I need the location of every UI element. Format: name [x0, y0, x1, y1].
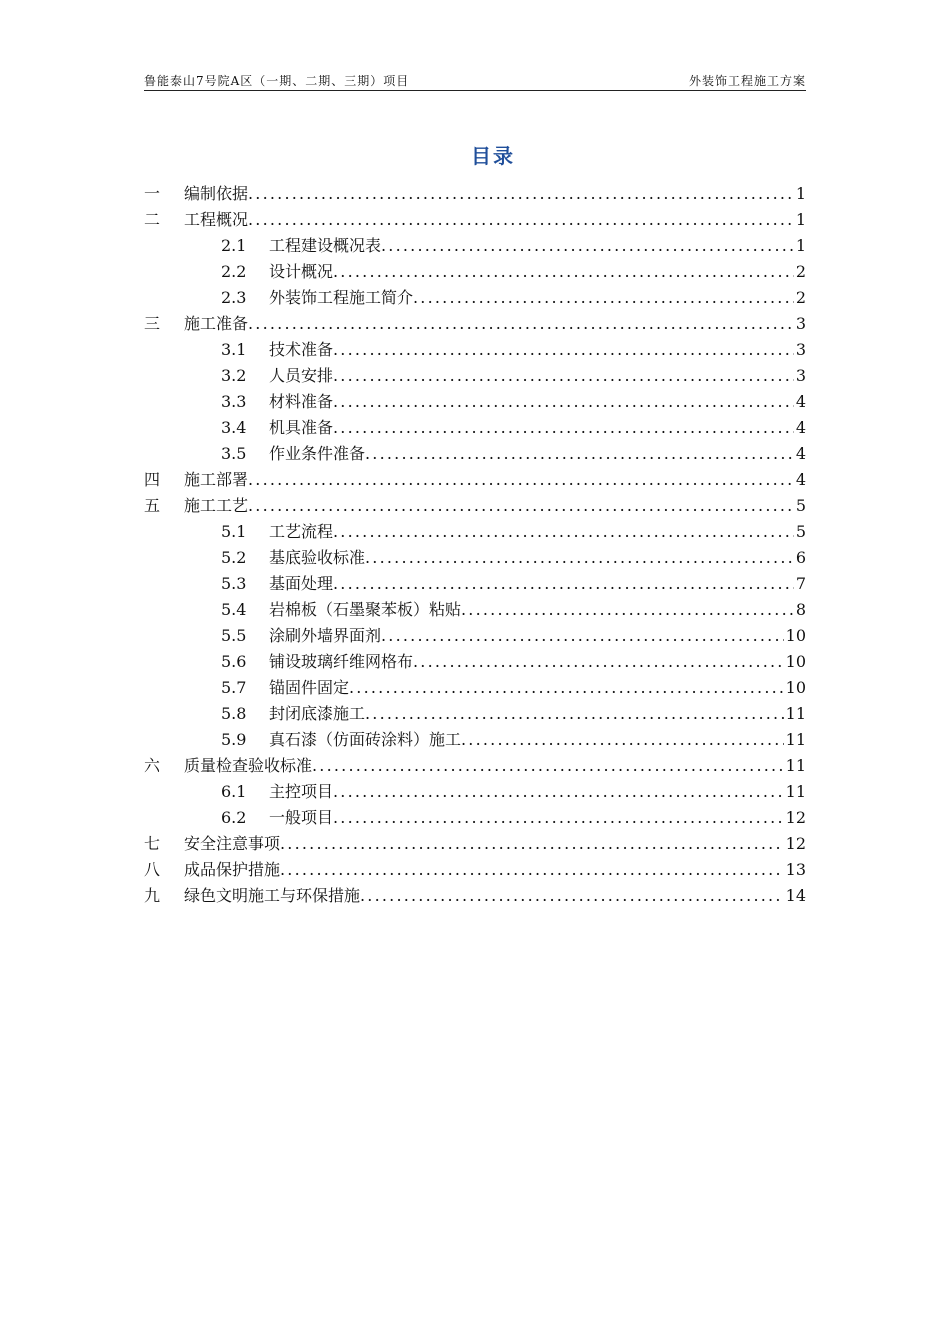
- toc-dot-leader: [381, 623, 784, 649]
- toc-entry-number: 5.2: [221, 548, 247, 567]
- toc-entry[interactable]: [144, 597, 806, 623]
- toc-entry[interactable]: [144, 831, 806, 857]
- toc-entry[interactable]: [144, 883, 806, 909]
- toc-entry-page-number: 8: [795, 600, 806, 619]
- toc-entry-number: 3.3: [221, 392, 247, 411]
- toc-entry-label: 作业条件准备: [269, 444, 366, 463]
- toc-entry-number: 2.1: [221, 236, 247, 255]
- toc-entry-label: 成品保护措施: [184, 860, 281, 879]
- toc-entry-page-number: 4: [795, 418, 806, 437]
- toc-entry[interactable]: [144, 207, 806, 233]
- toc-entry-number: 2.3: [221, 288, 247, 307]
- toc-dot-leader: [248, 181, 794, 207]
- toc-entry-label: 真石漆（仿面砖涂料）施工: [269, 730, 462, 749]
- toc-entry-number: 五: [144, 496, 161, 515]
- toc-dot-leader: [365, 545, 794, 571]
- toc-entry-number: 六: [144, 756, 161, 775]
- toc-entry-page-number: 5: [795, 496, 806, 515]
- toc-entry[interactable]: [144, 363, 806, 389]
- toc-entry[interactable]: [144, 233, 806, 259]
- toc-entry-number: 5.8: [221, 704, 247, 723]
- toc-entry-number: 3.2: [221, 366, 247, 385]
- toc-entry[interactable]: [144, 285, 806, 311]
- toc-entry-page-number: 13: [785, 860, 806, 879]
- toc-entry[interactable]: [144, 805, 806, 831]
- toc-dot-leader: [248, 467, 794, 493]
- toc-entry[interactable]: [144, 389, 806, 415]
- toc-entry-page-number: 2: [795, 288, 806, 307]
- toc-entry[interactable]: [144, 259, 806, 285]
- toc-entry-number: 5.5: [221, 626, 247, 645]
- toc-entry-label: 铺设玻璃纤维网格布: [269, 652, 414, 671]
- toc-entry-number: 6.2: [221, 808, 247, 827]
- toc-entry-page-number: 4: [795, 392, 806, 411]
- toc-entry-label: 施工准备: [184, 314, 249, 333]
- toc-dot-leader: [360, 883, 784, 909]
- toc-entry-label: 编制依据: [184, 184, 249, 203]
- toc-entry-page-number: 14: [785, 886, 806, 905]
- toc-dot-leader: [248, 207, 794, 233]
- toc-entry-number: 七: [144, 834, 161, 853]
- toc-entry[interactable]: [144, 753, 806, 779]
- toc-dot-leader: [461, 597, 794, 623]
- toc-entry-number: 2.2: [221, 262, 247, 281]
- toc-entry-number: 5.7: [221, 678, 247, 697]
- toc-entry-label: 工艺流程: [269, 522, 334, 541]
- toc-dot-leader: [365, 701, 784, 727]
- toc-entry-label: 设计概况: [269, 262, 334, 281]
- toc-entry[interactable]: [144, 649, 806, 675]
- toc-entry[interactable]: [144, 545, 806, 571]
- toc-entry-page-number: 10: [785, 626, 806, 645]
- toc-dot-leader: [333, 779, 784, 805]
- toc-entry-number: 5.3: [221, 574, 247, 593]
- toc-entry-page-number: 1: [795, 210, 806, 229]
- toc-entry-label: 绿色文明施工与环保措施: [184, 886, 361, 905]
- toc-entry-label: 涂刷外墙界面剂: [269, 626, 382, 645]
- table-of-contents: [144, 181, 806, 909]
- toc-entry[interactable]: [144, 701, 806, 727]
- toc-entry-page-number: 5: [795, 522, 806, 541]
- toc-entry-label: 锚固件固定: [269, 678, 350, 697]
- toc-dot-leader: [333, 259, 794, 285]
- toc-dot-leader: [333, 571, 794, 597]
- toc-dot-leader: [413, 285, 794, 311]
- toc-entry-label: 技术准备: [269, 340, 334, 359]
- toc-entry-label: 封闭底漆施工: [269, 704, 366, 723]
- toc-entry-number: 三: [144, 314, 161, 333]
- toc-dot-leader: [333, 363, 794, 389]
- toc-dot-leader: [333, 415, 794, 441]
- toc-entry-number: 八: [144, 860, 161, 879]
- toc-entry[interactable]: [144, 441, 806, 467]
- toc-entry-page-number: 10: [785, 652, 806, 671]
- toc-entry-page-number: 4: [795, 470, 806, 489]
- toc-entry-page-number: 12: [785, 808, 806, 827]
- toc-entry[interactable]: [144, 675, 806, 701]
- toc-entry[interactable]: [144, 311, 806, 337]
- toc-dot-leader: [312, 753, 784, 779]
- toc-entry[interactable]: [144, 467, 806, 493]
- toc-entry-number: 九: [144, 886, 161, 905]
- toc-dot-leader: [280, 857, 784, 883]
- toc-dot-leader: [349, 675, 784, 701]
- toc-entry-label: 安全注意事项: [184, 834, 281, 853]
- toc-entry-page-number: 11: [785, 756, 806, 775]
- page-header: [144, 70, 806, 91]
- toc-dot-leader: [280, 831, 784, 857]
- toc-entry-number: 5.9: [221, 730, 247, 749]
- toc-entry-number: 四: [144, 470, 161, 489]
- toc-entry-number: 3.5: [221, 444, 247, 463]
- toc-entry-page-number: 3: [795, 314, 806, 333]
- header-project-name: 鲁能泰山7号院A区（一期、二期、三期）项目: [144, 74, 410, 88]
- toc-entry-page-number: 3: [795, 340, 806, 359]
- toc-entry[interactable]: [144, 493, 806, 519]
- toc-dot-leader: [248, 493, 794, 519]
- toc-entry-number: 6.1: [221, 782, 247, 801]
- toc-entry-label: 基面处理: [269, 574, 334, 593]
- toc-entry-page-number: 11: [785, 704, 806, 723]
- toc-entry-number: 3.4: [221, 418, 247, 437]
- toc-entry-page-number: 6: [795, 548, 806, 567]
- toc-entry[interactable]: [144, 571, 806, 597]
- toc-entry[interactable]: [144, 857, 806, 883]
- toc-entry-number: 5.1: [221, 522, 247, 541]
- toc-entry-label: 一般项目: [269, 808, 334, 827]
- toc-entry-page-number: 1: [795, 236, 806, 255]
- toc-entry-label: 基底验收标准: [269, 548, 366, 567]
- toc-dot-leader: [381, 233, 794, 259]
- toc-entry-label: 施工工艺: [184, 496, 249, 515]
- toc-entry-number: 5.6: [221, 652, 247, 671]
- toc-entry-number: 5.4: [221, 600, 247, 619]
- toc-dot-leader: [413, 649, 784, 675]
- toc-entry-page-number: 1: [795, 184, 806, 203]
- page-title: 目录: [471, 144, 515, 168]
- toc-entry-page-number: 2: [795, 262, 806, 281]
- toc-entry[interactable]: [144, 727, 806, 753]
- toc-entry-label: 施工部署: [184, 470, 249, 489]
- toc-dot-leader: [333, 389, 794, 415]
- toc-entry-page-number: 3: [795, 366, 806, 385]
- toc-dot-leader: [365, 441, 794, 467]
- toc-entry-page-number: 7: [795, 574, 806, 593]
- toc-entry-label: 岩棉板（石墨聚苯板）粘贴: [269, 600, 462, 619]
- toc-entry-page-number: 10: [785, 678, 806, 697]
- toc-dot-leader: [333, 805, 784, 831]
- toc-entry-page-number: 11: [785, 730, 806, 749]
- toc-entry-label: 材料准备: [269, 392, 334, 411]
- header-document-name: 外装饰工程施工方案: [688, 74, 806, 88]
- toc-entry-number: 一: [144, 184, 161, 203]
- toc-entry[interactable]: [144, 779, 806, 805]
- toc-entry-page-number: 11: [785, 782, 806, 801]
- toc-entry-label: 外装饰工程施工简介: [269, 288, 414, 307]
- toc-entry[interactable]: [144, 519, 806, 545]
- toc-entry-page-number: 4: [795, 444, 806, 463]
- toc-dot-leader: [461, 727, 784, 753]
- toc-entry-page-number: 12: [785, 834, 806, 853]
- toc-entry-label: 机具准备: [269, 418, 334, 437]
- toc-entry-number: 二: [144, 210, 161, 229]
- toc-entry-label: 质量检查验收标准: [184, 756, 313, 775]
- toc-entry-label: 人员安排: [269, 366, 334, 385]
- toc-entry[interactable]: [144, 337, 806, 363]
- toc-dot-leader: [333, 519, 794, 545]
- toc-entry[interactable]: [144, 415, 806, 441]
- toc-entry-number: 3.1: [221, 340, 247, 359]
- toc-entry-label: 工程概况: [184, 210, 249, 229]
- toc-entry-label: 工程建设概况表: [269, 236, 382, 255]
- toc-entry-label: 主控项目: [269, 782, 334, 801]
- toc-entry[interactable]: [144, 623, 806, 649]
- toc-dot-leader: [333, 337, 794, 363]
- toc-dot-leader: [248, 311, 794, 337]
- toc-entry[interactable]: [144, 181, 806, 207]
